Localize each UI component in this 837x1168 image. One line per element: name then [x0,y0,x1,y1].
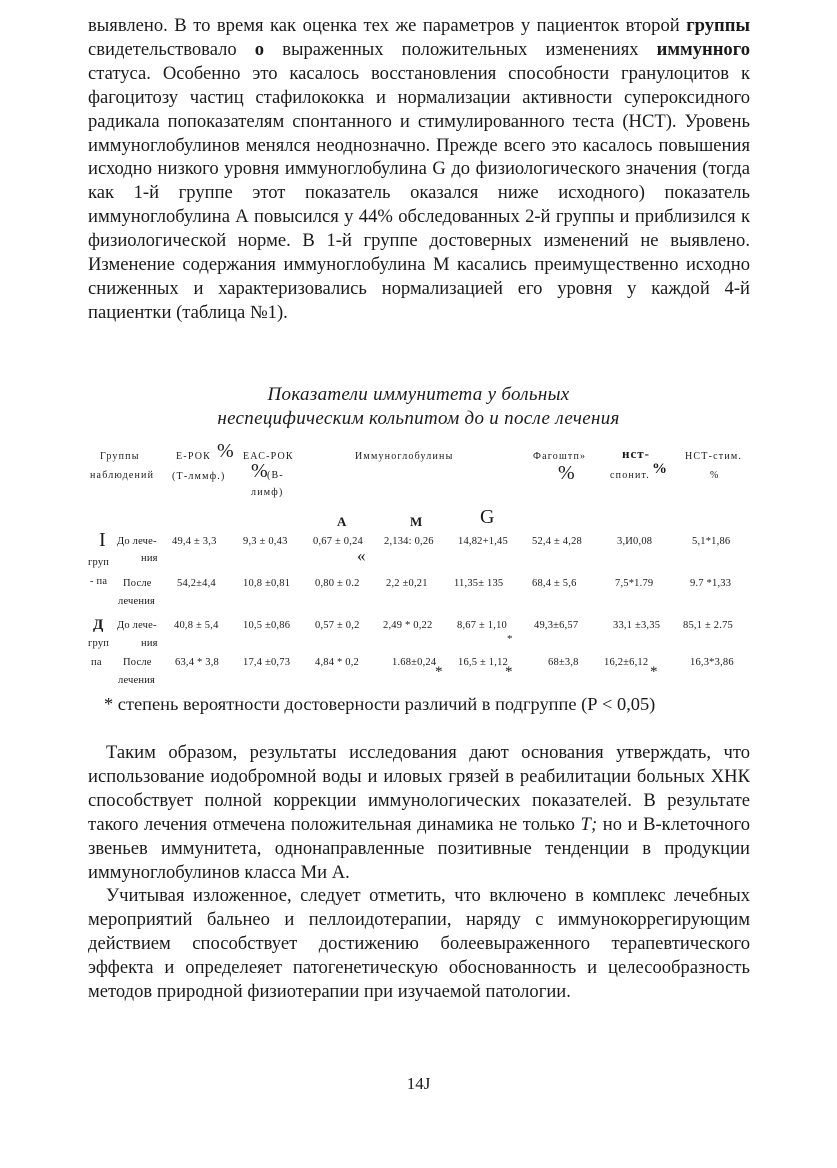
page-number: 14J [406,1074,431,1093]
table-footnote: * степень вероятности достоверности различий в подгруппе (Р < 0,05) [104,694,656,714]
cell-nst-spont: 16,2±6,12 [604,657,649,668]
header-ig-a: А [337,514,347,529]
cell-ig-m: 1.68±0,24 [392,657,437,668]
text-run: выявлено. В то время как оценка тех же параметров у пациенток второй [88,15,687,36]
header-immunoglobulins: Иммуноглобулины [355,451,454,462]
cell-erok: 54,2±4,4 [177,578,216,589]
bold-run: группы [686,15,750,36]
cell-erok: 63,4 * 3,8 [175,657,219,668]
cell-phagocytosis: 49,3±6,57 [534,620,579,631]
header-groups: Группы [100,451,140,462]
group2-label: груп [88,638,110,649]
header-nst-spont: нст- [622,446,650,461]
header-ig-m: М [410,514,423,529]
row-when: После [123,657,152,668]
bottom-paragraph-block [88,741,750,1004]
cell-nst-spont: 3,И0,08 [617,536,653,547]
cell-eac: 9,3 ± 0,43 [243,536,288,547]
group2-numeral: Д [93,617,104,633]
cell-nst-spont-mark: * [650,664,658,680]
header-nst-stim-sub: % [710,470,720,481]
row-when: После [123,578,152,589]
header-nst-stim: НСТ-стим. [685,451,743,462]
row-when-2: ния [141,553,158,564]
cell-ig-a: 0,57 ± 0,2 [315,620,360,631]
cell-phagocytosis: 52,4 ± 4,28 [532,536,582,547]
header-phagocytosis-percent: % [558,462,575,484]
italic-run: Т; [580,813,598,835]
header-groups-sub: наблюдений [90,470,155,481]
bold-run: о [254,38,265,60]
row-when-2: ния [141,638,158,649]
header-eac-sub: (В- [267,470,284,481]
text-run: но и В-клеточного звеньев иммунитета, однонаправленные позитивные тенденции в продукции иммуноглобулинов класса Ми А. [88,813,751,883]
cell-nst-stim: 16,3*3,86 [690,657,734,668]
header-eac-percent: % [251,460,268,482]
top-paragraph [88,14,750,325]
cell-nst-spont: 7,5*1.79 [615,578,654,589]
cell-erok: 40,8 ± 5,4 [174,620,219,631]
header-eac-sub2: лимф) [251,487,284,498]
cell-eac: 17,4 ±0,73 [243,657,291,668]
row-when-2: лечения [118,675,156,686]
cell-ig-g: 8,67 ± 1,10 [457,620,507,631]
cell-ig-a-mark: « [357,546,366,565]
conclusion-paragraph [88,741,750,884]
header-nst-spont-sub: спонит. [610,470,651,481]
group2-label-2: па [91,657,102,668]
text-run: статуса. Особенно это касалось восстановления способности гранулоцитов к фагоцитозу частиц стафилококка и нормализации активности супероксидного радикала попоказателям спонтанного и стимулированного теста (НСТ). Уровень иммуноглобулинов менялся неоднозначно. Прежде всего это касалось повышения исходно низкого уровня иммуноглобулина G до физиологического значения (тогда как 1-й группе этот показатель оказался ниже исходного) показатель иммуноглобулина А повысился у 44% обследованных 2-й группы и приблизился к физиологической норме. В 1-й группе достоверных изменений не выявлено. Изменение содержания иммуноглобулина М касались преимущественно исходно сниженных и характеризовались нормализацией его уровня у каждой 4-й пациентки (таблица №1). [88,62,750,323]
cell-nst-spont: 33,1 ±3,35 [613,620,661,631]
row-when-2: лечения [118,596,156,607]
cell-ig-g: 14,82+1,45 [458,536,508,547]
bold-run: иммунного [656,38,750,60]
cell-eac: 10,8 ±0,81 [243,578,291,589]
cell-ig-g: 11,35± 135 [454,578,504,589]
top-paragraph-block [88,14,750,325]
header-erok-sub: (Т-лммф.) [172,471,226,482]
group1-label: груп [88,557,110,568]
cell-ig-m: 2,134: 0,26 [384,536,434,547]
cell-ig-a: 0,67 ± 0,24 [313,536,363,547]
cell-ig-g: 16,5 ± 1,12 [458,657,508,668]
cell-ig-g-mark: * [507,633,513,645]
cell-phagocytosis: 68±3,8 [548,657,579,668]
cell-ig-m-mark: * [435,664,443,680]
header-nst-spont-mark: % [652,461,668,477]
cell-phagocytosis: 68,4 ± 5,6 [532,578,577,589]
header-erok: Е-РОК [176,451,212,462]
text-run: выраженных положительных изменениях [264,38,657,60]
cell-ig-g-mark: * [505,664,513,680]
table-title-line-1: Показатели иммунитета у больных [267,384,570,405]
header-erok-percent: % [217,440,234,462]
cell-ig-m: 2,49 * 0,22 [383,620,433,631]
group1-numeral: I [99,529,106,551]
row-when: До лече- [117,536,157,547]
table-title-line-2: неспецифическим кольпитом до и после лечения [217,408,620,429]
cell-eac: 10,5 ±0,86 [243,620,291,631]
cell-erok: 49,4 ± 3,3 [172,536,217,547]
text-run: Таким образом, результаты исследования дают основания утверждать, что использование иодобромной воды и иловых грязей в реабилитации больных ХНК способствует полной коррекции иммунологических показателей. В результате такого лечения отмечена положительная динамика не только [88,742,750,835]
header-phagocytosis: Фагоштп» [533,451,587,462]
header-eac: ЕАС-РОК [243,451,294,462]
final-paragraph: Учитывая изложенное, следует отметить, что включено в комплекс лечебных мероприятий бальнео и пеллоидотерапии, наряду с иммунокоррегирующим действием способствует достижению болеевыраженного терапевтического эффекта и определеяет патогенетическую обоснованность и целесообразность методов природной физиотерапии при изучаемой патологии. [88,885,750,1003]
text-run: свидетельствовало [88,38,255,60]
cell-ig-a: 0,80 ± 0.2 [315,578,360,589]
cell-ig-m: 2,2 ±0,21 [386,578,428,589]
header-ig-g: G [480,506,495,528]
row-when: До лече- [117,620,157,631]
cell-nst-stim: 9.7 *1,33 [690,578,732,589]
cell-nst-stim: 85,1 ± 2.75 [683,620,733,631]
group1-label-2: - па [90,576,108,587]
cell-ig-a: 4,84 * 0,2 [315,657,359,668]
cell-nst-stim: 5,1*1,86 [692,536,731,547]
